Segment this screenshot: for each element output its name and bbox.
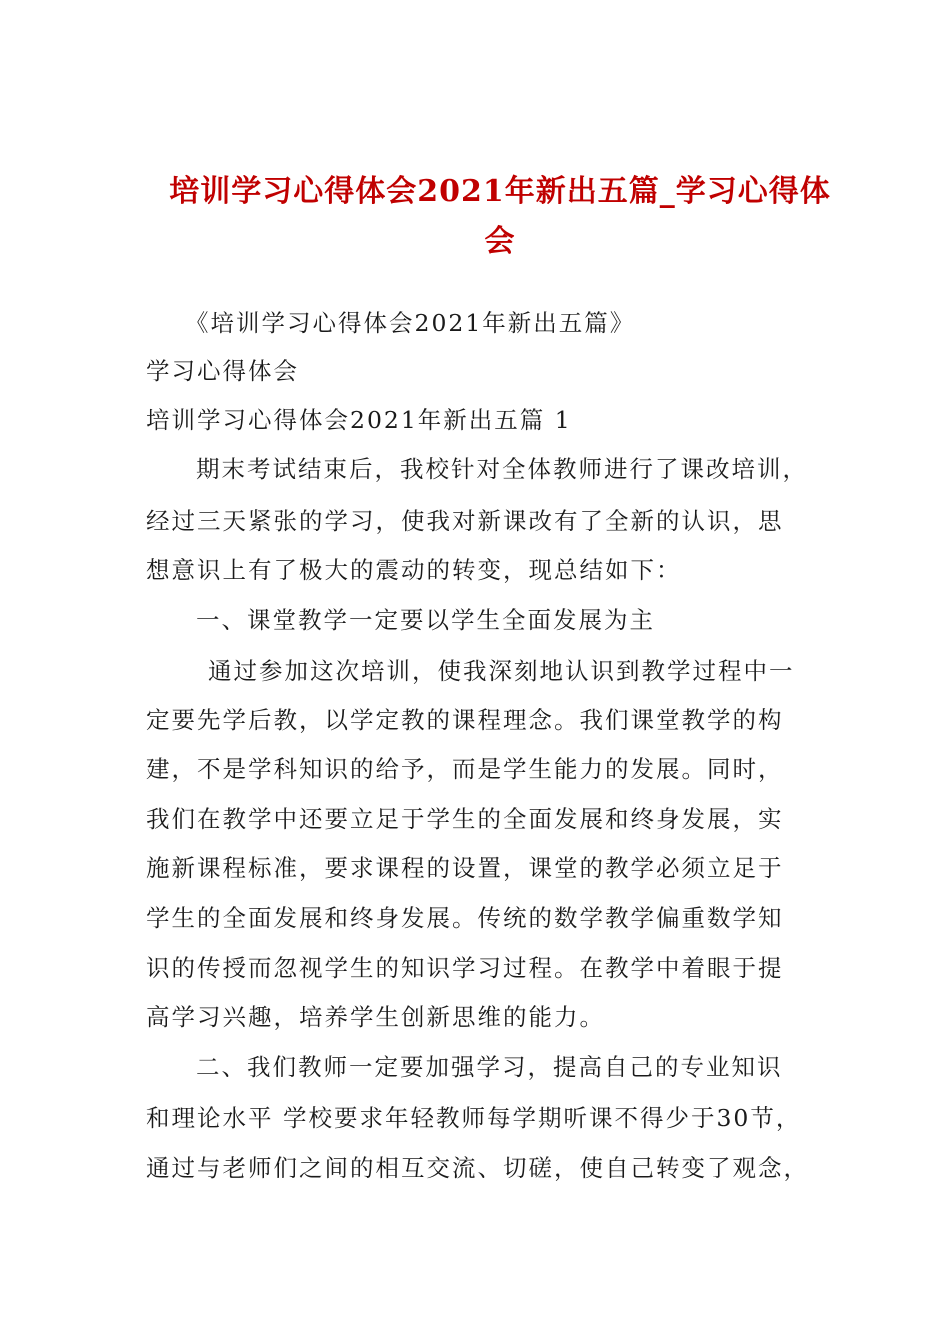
article-heading: 培训学习心得体会2021年新出五篇 1 (146, 406, 572, 434)
section-label: 学习心得体会 (146, 357, 299, 385)
subheading-line: 一、课堂教学一定要以学生全面发展为主 (196, 606, 655, 634)
book-title-line: 《培训学习心得体会2021年新出五篇》 (185, 309, 636, 337)
subheading-line: 二、我们教师一定要加强学习，提高自己的专业知识 (196, 1053, 783, 1081)
paragraph-line: 通过参加这次培训，使我深刻地认识到教学过程中一 (208, 657, 795, 685)
paragraph-line: 想意识上有了极大的震动的转变，现总结如下： (146, 556, 682, 584)
title-line-2: 会 (484, 224, 516, 259)
paragraph-line: 高学习兴趣，培养学生创新思维的能力。 (146, 1003, 605, 1031)
paragraph-line: 经过三天紧张的学习，使我对新课改有了全新的认识，思 (146, 507, 784, 535)
paragraph-line: 识的传授而忽视学生的知识学习过程。在教学中着眼于提 (146, 954, 784, 982)
paragraph-line: 通过与老师们之间的相互交流、切磋，使自己转变了观念， (146, 1154, 809, 1182)
paragraph-line: 我们在教学中还要立足于学生的全面发展和终身发展，实 (146, 805, 784, 833)
title-line-1: 培训学习心得体会2021年新出五篇_学习心得体 (169, 174, 831, 209)
paragraph-line: 定要先学后教，以学定教的课程理念。我们课堂教学的构 (146, 706, 784, 734)
paragraph-line: 期末考试结束后，我校针对全体教师进行了课改培训， (196, 455, 808, 483)
paragraph-line: 建，不是学科知识的给予，而是学生能力的发展。同时， (146, 755, 784, 783)
paragraph-line: 和理论水平 学校要求年轻教师每学期听课不得少于30节， (146, 1104, 802, 1132)
paragraph-line: 学生的全面发展和终身发展。传统的数学教学偏重数学知 (146, 904, 784, 932)
document-title (150, 167, 850, 267)
paragraph-line: 施新课程标准，要求课程的设置，课堂的教学必须立足于 (146, 854, 784, 882)
